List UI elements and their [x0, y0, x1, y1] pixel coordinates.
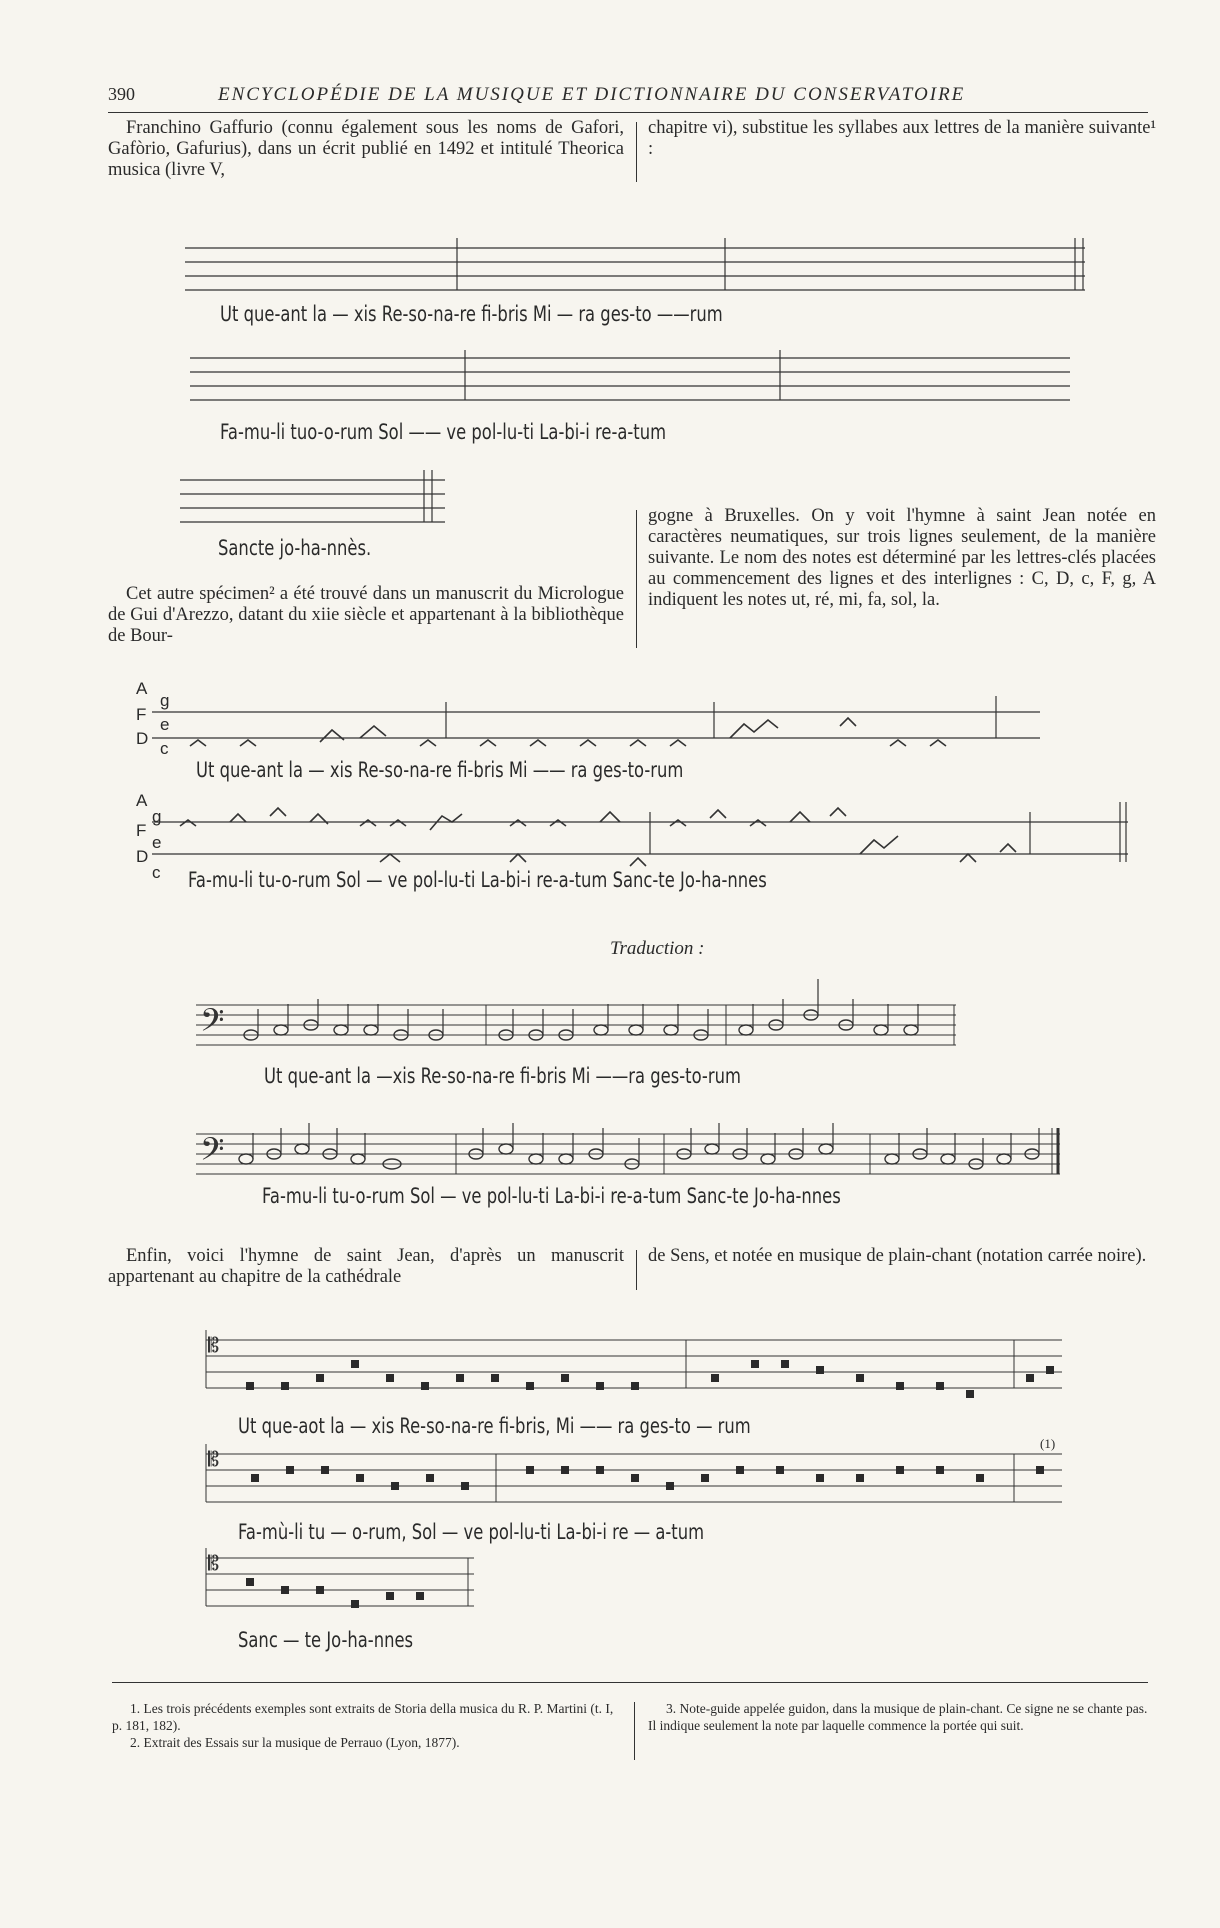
translation-caption: Traduction :	[610, 938, 705, 959]
plainchant-staff-1	[206, 1330, 1066, 1402]
example3-lyrics-line1: Ut que-aot la — xis Re-so-na-re fi-bris, Mi —— ra ges-to — rum	[238, 1414, 751, 1438]
modern-staff-1	[196, 975, 956, 1050]
bass-clef-icon: 𝄢	[200, 1002, 225, 1046]
middle-right-column	[648, 506, 1156, 611]
example3-lyrics-line3: Sanc — te Jo-ha-nnes	[238, 1628, 414, 1652]
clef-letter-c: c	[160, 739, 169, 758]
plainchant-staff-2	[206, 1444, 1066, 1516]
gaffurio-staff-3	[180, 470, 450, 530]
neume-staff-1	[130, 676, 1040, 756]
intro-left-column	[108, 118, 624, 181]
modern-staff-2	[196, 1104, 1060, 1179]
do-clef-icon-3: 𝄡	[208, 1551, 220, 1575]
final-left-column	[108, 1246, 624, 1288]
header-rule	[108, 112, 1148, 113]
footnote-marker: (1)	[1040, 1436, 1056, 1451]
clef-letter-A: A	[136, 679, 148, 698]
middle-right-text: gogne à Bruxelles. On y voit l'hymne à saint Jean notée en caractères neumatiques, sur trois lignes seulement, de la manière suivante. Le nom des notes est déterminé par les lettres-clés placées au commencement des lignes et des interlignes : C, D, c, F, g, A indiquent les notes ut, ré, mi, fa, sol, la.	[648, 506, 1156, 610]
clef-letter-D: D	[136, 729, 149, 748]
final-right-column	[648, 1246, 1156, 1267]
footnotes-left	[112, 1700, 622, 1751]
intro-left-text: Franchino Gaffurio (connu également sous les noms de Gafori, Gafòrio, Gafurius), dans un écrit publié en 1492 et intitulé Theorica musica (livre V,	[108, 118, 624, 180]
plainchant-staff-3	[206, 1548, 476, 1620]
intro-right-column	[648, 118, 1156, 160]
example1-lyrics-line3: Sancte jo-ha-nnès.	[218, 536, 372, 560]
do-clef-icon-2: 𝄡	[208, 1447, 220, 1471]
clef-letter-g-2: g	[152, 807, 162, 826]
example2-lyrics-line1: Ut que-ant la — xis Re-so-na-re fi-bris Mi —— ra ges-to-rum	[196, 758, 684, 782]
intro-right-text: chapitre vi), substitue les syllabes aux lettres de la manière suivante¹ :	[648, 118, 1156, 159]
clef-letter-e-2: e	[152, 833, 162, 852]
clef-letter-A-2: A	[136, 791, 148, 810]
footnotes-right	[648, 1700, 1156, 1734]
clef-letter-c-2: c	[152, 863, 161, 882]
column-divider-2	[636, 510, 637, 648]
clef-letter-e: e	[160, 715, 170, 734]
running-title: ENCYCLOPÉDIE DE LA MUSIQUE ET DICTIONNAIRE DU CONSERVATOIRE	[218, 84, 966, 105]
gaffurio-staff-1	[185, 230, 1085, 300]
example1-lyrics-line1: Ut que-ant la — xis Re-so-na-re fi-bris Mi — ra ges-to ——rum	[220, 302, 723, 326]
footnote-3: 3. Note-guide appelée guidon, dans la musique de plain-chant. Ce signe ne se chante pas. Il indique seulement la note par laquelle commence la portée qui suit.	[648, 1701, 1148, 1733]
middle-left-column	[108, 584, 624, 647]
footnote-rule	[112, 1682, 1148, 1683]
column-divider-3	[636, 1250, 637, 1290]
bass-clef-icon-2: 𝄢	[200, 1131, 225, 1175]
clef-letter-D-2: D	[136, 847, 149, 866]
gaffurio-staff-2	[190, 350, 1070, 410]
translation-lyrics-line1: Ut que-ant la —xis Re-so-na-re fi-bris Mi ——ra ges-to-rum	[264, 1064, 741, 1088]
do-clef-icon: 𝄡	[208, 1333, 220, 1357]
example1-lyrics-line2: Fa-mu-li tuo-o-rum Sol —— ve pol-lu-ti La-bi-i re-a-tum	[220, 420, 667, 444]
page-number: 390	[108, 84, 135, 104]
running-header	[108, 84, 1156, 112]
column-divider-4	[634, 1702, 635, 1760]
footnote-1: 1. Les trois précédents exemples sont extraits de Storia della musica du R. P. Martini (t. I, p. 181, 182).	[112, 1701, 614, 1733]
example3-lyrics-line2: Fa-mù-li tu — o-rum, Sol — ve pol-lu-ti La-bi-i re — a-tum	[238, 1520, 705, 1544]
clef-letter-F-2: F	[136, 821, 147, 840]
clef-letter-F: F	[136, 705, 147, 724]
example2-lyrics-line2: Fa-mu-li tu-o-rum Sol — ve pol-lu-ti La-bi-i re-a-tum Sanc-te Jo-ha-nnes	[188, 868, 767, 892]
translation-lyrics-line2: Fa-mu-li tu-o-rum Sol — ve pol-lu-ti La-bi-i re-a-tum Sanc-te Jo-ha-nnes	[262, 1184, 841, 1208]
footnote-2: 2. Extrait des Essais sur la musique de Perrauo (Lyon, 1877).	[130, 1735, 460, 1750]
clef-letter-g: g	[160, 691, 170, 710]
middle-left-text: Cet autre spécimen² a été trouvé dans un manuscrit du Micrologue de Gui d'Arezzo, datant du xiie siècle et appartenant à la bibliothèque de Bour-	[108, 584, 624, 646]
final-left-text: Enfin, voici l'hymne de saint Jean, d'après un manuscrit appartenant au chapitre de la cathédrale	[108, 1246, 624, 1287]
final-right-text: de Sens, et notée en musique de plain-chant (notation carrée noire).	[648, 1246, 1147, 1266]
column-divider	[636, 122, 637, 182]
